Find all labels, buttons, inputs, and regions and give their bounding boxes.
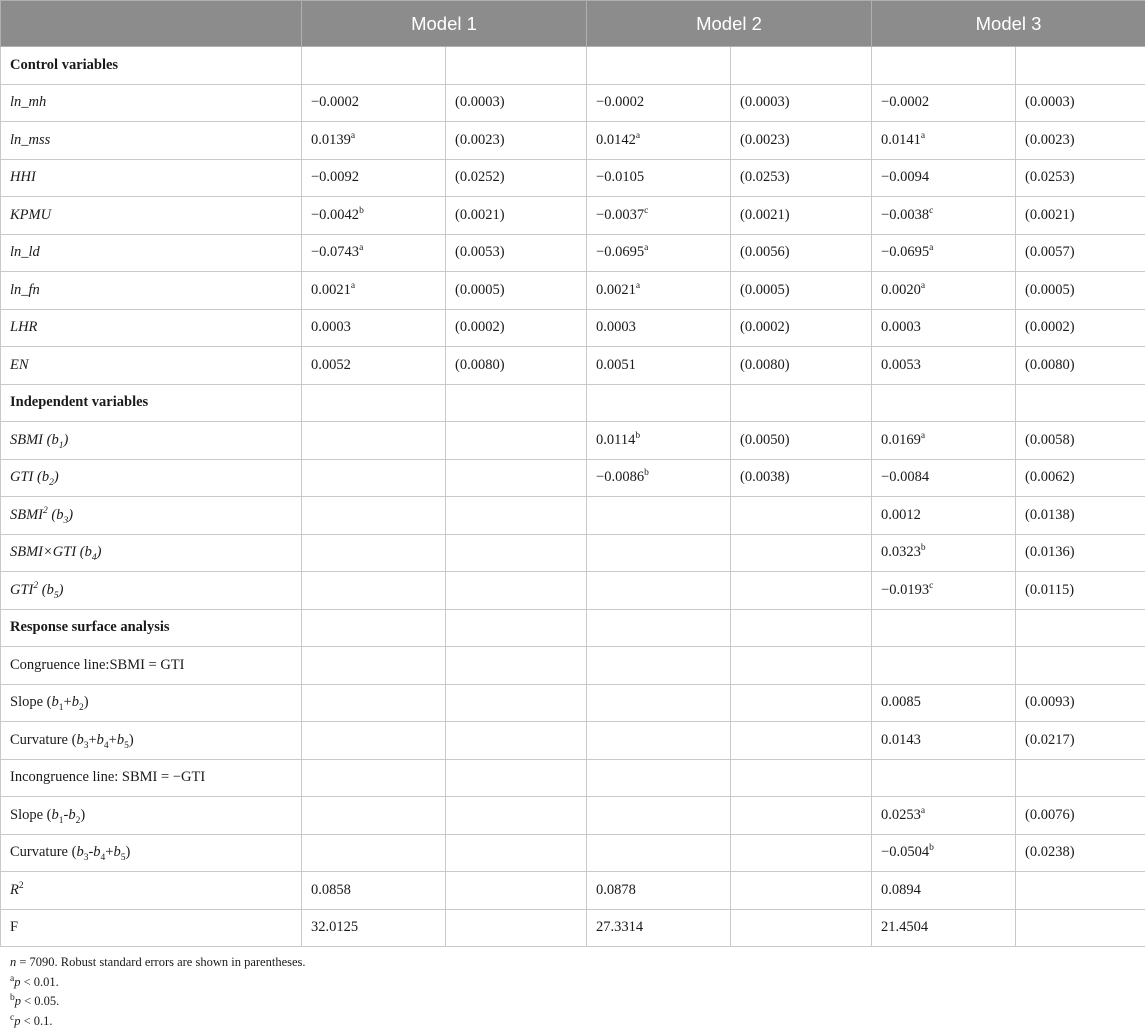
coef-cell: 0.0021$^a$ <box>587 272 731 310</box>
table-row <box>1 84 1145 122</box>
variable-label: Slope $(b_1+b_2)$ <box>1 684 302 722</box>
coef-cell: −0.0695$^a$ <box>872 234 1016 272</box>
se-cell: (0.0023) <box>446 122 587 160</box>
variable-label: ln_mh <box>1 84 302 122</box>
table-row <box>1 534 1145 572</box>
variable-label: Curvature $(b_3+b_4+b_5)$ <box>1 722 302 760</box>
coef-cell: 0.0003 <box>587 309 731 347</box>
variable-label: GTI $(b_2)$ <box>1 459 302 497</box>
section-label: Independent variables <box>1 384 302 422</box>
stat-cell: 0.0878 <box>587 872 731 910</box>
coef-cell: 0.0012 <box>872 497 1016 535</box>
table-row <box>1 159 1145 197</box>
se-cell: (0.0062) <box>1016 459 1145 497</box>
variable-label: SBMI×GTI $(b_4)$ <box>1 534 302 572</box>
footnote-b: $^b$p < 0.05. <box>10 992 1135 1012</box>
table-row <box>1 497 1145 535</box>
coef-cell: −0.0504$^b$ <box>872 834 1016 872</box>
header-model-1: Model 1 <box>302 1 587 47</box>
variable-label: SBMI $(b_1)$ <box>1 422 302 460</box>
se-cell: (0.0003) <box>1016 84 1145 122</box>
table-row <box>1 797 1145 835</box>
se-cell: (0.0038) <box>731 459 872 497</box>
coef-cell: −0.0105 <box>587 159 731 197</box>
stat-cell: 21.4504 <box>872 909 1016 947</box>
se-cell: (0.0023) <box>731 122 872 160</box>
se-cell: (0.0076) <box>1016 797 1145 835</box>
se-cell: (0.0021) <box>1016 197 1145 235</box>
coef-cell: 0.0053 <box>872 347 1016 385</box>
coef-cell: −0.0695$^a$ <box>587 234 731 272</box>
variable-label: ln_ld <box>1 234 302 272</box>
section-label: Response surface analysis <box>1 609 302 647</box>
se-cell: (0.0021) <box>446 197 587 235</box>
stat-cell: 32.0125 <box>302 909 446 947</box>
se-cell: (0.0005) <box>1016 272 1145 310</box>
table-row <box>1 834 1145 872</box>
table-row <box>1 234 1145 272</box>
se-cell: (0.0253) <box>1016 159 1145 197</box>
coef-cell: 0.0020$^a$ <box>872 272 1016 310</box>
table-row <box>1 347 1145 385</box>
section-label: Control variables <box>1 47 302 85</box>
incongruence-line-label: Incongruence line: SBMI = −GTI <box>1 759 302 797</box>
se-cell: (0.0217) <box>1016 722 1145 760</box>
coef-cell: 0.0003 <box>872 309 1016 347</box>
coef-cell: −0.0038$^c$ <box>872 197 1016 235</box>
variable-label: LHR <box>1 309 302 347</box>
coef-cell: −0.0092 <box>302 159 446 197</box>
r-squared-label: $R^2$ <box>1 872 302 910</box>
coef-cell: −0.0002 <box>302 84 446 122</box>
table-row <box>1 309 1145 347</box>
se-cell: (0.0005) <box>731 272 872 310</box>
table-row <box>1 722 1145 760</box>
header-model-3: Model 3 <box>872 1 1145 47</box>
se-cell: (0.0003) <box>731 84 872 122</box>
section-row-independent <box>1 384 1145 422</box>
footnote-sample: n = 7090. Robust standard errors are shown in parentheses. <box>10 953 1135 973</box>
header-blank <box>1 1 302 47</box>
se-cell: (0.0023) <box>1016 122 1145 160</box>
stat-cell: 0.0858 <box>302 872 446 910</box>
f-stat-label: F <box>1 909 302 947</box>
coef-cell: −0.0042$^b$ <box>302 197 446 235</box>
se-cell: (0.0238) <box>1016 834 1145 872</box>
coef-cell: 0.0169$^a$ <box>872 422 1016 460</box>
stat-cell: 0.0894 <box>872 872 1016 910</box>
coef-cell: 0.0052 <box>302 347 446 385</box>
se-cell: (0.0002) <box>446 309 587 347</box>
section-row-control <box>1 47 1145 85</box>
coef-cell: −0.0193$^c$ <box>872 572 1016 610</box>
coef-cell: 0.0051 <box>587 347 731 385</box>
table-row <box>1 909 1145 947</box>
table-row <box>1 572 1145 610</box>
coef-cell: −0.0002 <box>872 84 1016 122</box>
se-cell: (0.0003) <box>446 84 587 122</box>
se-cell: (0.0057) <box>1016 234 1145 272</box>
variable-label: Slope $(b_1-b_2)$ <box>1 797 302 835</box>
variable-label: ln_fn <box>1 272 302 310</box>
coef-cell: 0.0139$^a$ <box>302 122 446 160</box>
section-row-rsa <box>1 609 1145 647</box>
coef-cell: 0.0323$^b$ <box>872 534 1016 572</box>
variable-label: Curvature $(b_3-b_4+b_5)$ <box>1 834 302 872</box>
footnote-a: $^a$p < 0.01. <box>10 973 1135 993</box>
se-cell: (0.0252) <box>446 159 587 197</box>
se-cell: (0.0053) <box>446 234 587 272</box>
coef-cell: 0.0143 <box>872 722 1016 760</box>
coef-cell: −0.0743$^a$ <box>302 234 446 272</box>
se-cell: (0.0021) <box>731 197 872 235</box>
variable-label: SBMI$^2$ $(b_3)$ <box>1 497 302 535</box>
coef-cell: −0.0002 <box>587 84 731 122</box>
se-cell: (0.0080) <box>446 347 587 385</box>
coef-cell: −0.0084 <box>872 459 1016 497</box>
se-cell: (0.0056) <box>731 234 872 272</box>
coef-cell: 0.0003 <box>302 309 446 347</box>
variable-label: KPMU <box>1 197 302 235</box>
table-row <box>1 197 1145 235</box>
table-row <box>1 422 1145 460</box>
table-row <box>1 872 1145 910</box>
variable-label: GTI$^2$ $(b_5)$ <box>1 572 302 610</box>
se-cell: (0.0253) <box>731 159 872 197</box>
se-cell: (0.0136) <box>1016 534 1145 572</box>
variable-label: EN <box>1 347 302 385</box>
stat-cell: 27.3314 <box>587 909 731 947</box>
table-footnotes <box>0 947 1145 1031</box>
variable-label: ln_mss <box>1 122 302 160</box>
table-row <box>1 272 1145 310</box>
se-cell: (0.0093) <box>1016 684 1145 722</box>
coef-cell: 0.0253$^a$ <box>872 797 1016 835</box>
se-cell: (0.0005) <box>446 272 587 310</box>
coef-cell: 0.0114$^b$ <box>587 422 731 460</box>
table-row <box>1 647 1145 685</box>
coef-cell: 0.0141$^a$ <box>872 122 1016 160</box>
coef-cell: 0.0142$^a$ <box>587 122 731 160</box>
se-cell: (0.0002) <box>1016 309 1145 347</box>
coef-cell: −0.0086$^b$ <box>587 459 731 497</box>
variable-label: HHI <box>1 159 302 197</box>
coef-cell: 0.0085 <box>872 684 1016 722</box>
footnote-c: $^c$p < 0.1. <box>10 1012 1135 1031</box>
coef-cell: −0.0094 <box>872 159 1016 197</box>
se-cell: (0.0050) <box>731 422 872 460</box>
se-cell: (0.0138) <box>1016 497 1145 535</box>
se-cell: (0.0080) <box>731 347 872 385</box>
table-row <box>1 684 1145 722</box>
table-row <box>1 122 1145 160</box>
table-row <box>1 759 1145 797</box>
table-row <box>1 459 1145 497</box>
se-cell: (0.0002) <box>731 309 872 347</box>
coef-cell: −0.0037$^c$ <box>587 197 731 235</box>
header-row <box>1 1 1145 47</box>
se-cell: (0.0115) <box>1016 572 1145 610</box>
se-cell: (0.0058) <box>1016 422 1145 460</box>
congruence-line-label: Congruence line:SBMI = GTI <box>1 647 302 685</box>
header-model-2: Model 2 <box>587 1 872 47</box>
se-cell: (0.0080) <box>1016 347 1145 385</box>
coef-cell: 0.0021$^a$ <box>302 272 446 310</box>
